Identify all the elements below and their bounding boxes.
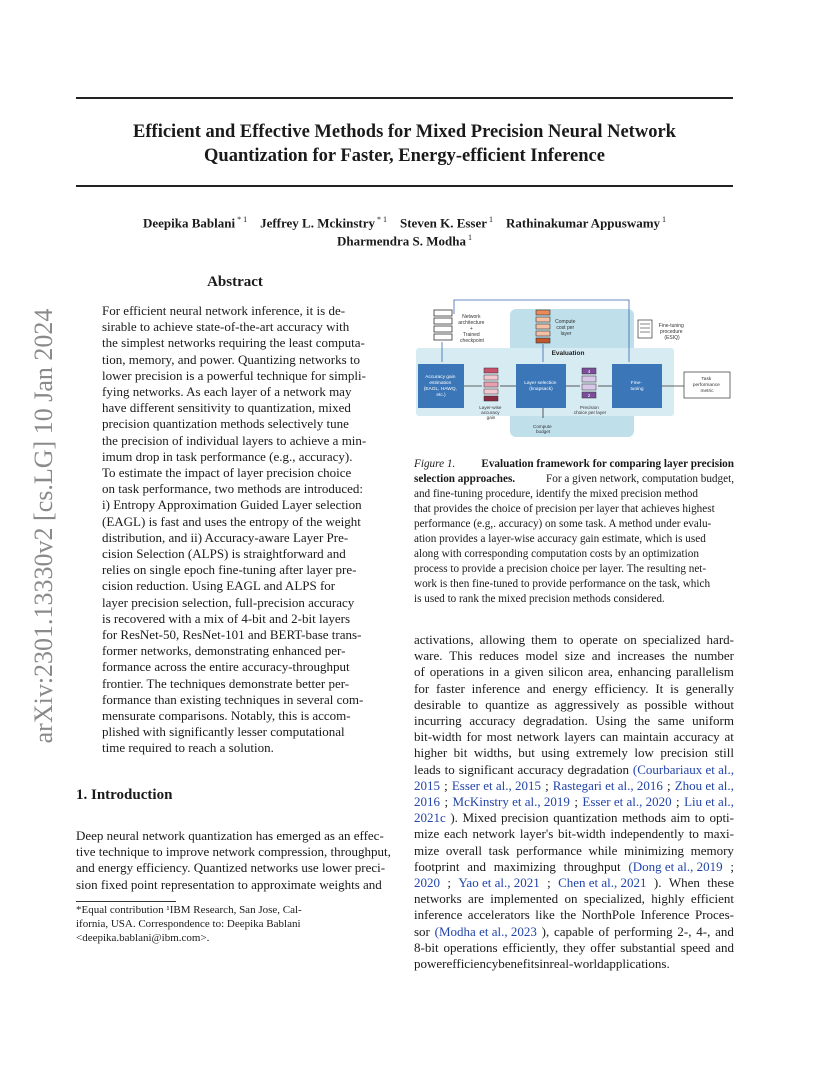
caption-line: along with corresponding computation costs by an optimization bbox=[414, 548, 699, 560]
body-line: 2021c ). Mixed precision quantization methods aim to opti- bbox=[414, 810, 734, 826]
body-line: footprint and maximizing throughput (Dong et al., 2019 ; bbox=[414, 858, 734, 874]
caption-line: is used to rank the mixed precision methods considered. bbox=[414, 593, 665, 605]
citation-link[interactable]: 2015 bbox=[414, 777, 440, 793]
abstract-line: To estimate the impact of layer precision choice bbox=[102, 465, 352, 481]
abstract-line: on task performance, two methods are introduced: bbox=[102, 481, 363, 497]
abstract-line: precision quantization methods selectively tune bbox=[102, 416, 349, 432]
right-column-text bbox=[414, 632, 734, 972]
abstract-line: frontier. The techniques demonstrate better per- bbox=[102, 675, 350, 691]
intro-line: sion fixed point representation to approximate weights and bbox=[76, 876, 382, 892]
abstract-line: imum drop in task performance (e.g., accuracy). bbox=[102, 448, 353, 464]
caption-line bbox=[414, 457, 734, 472]
abstract-line: the simplest networks requiring the least computa- bbox=[102, 335, 365, 351]
finetuning-block bbox=[612, 364, 662, 408]
citation-link[interactable]: McKinstry et al., 2019 bbox=[452, 794, 570, 810]
introduction-heading: 1. Introduction bbox=[76, 787, 173, 803]
title-line-2: Quantization for Faster, Energy-efficient Inference bbox=[204, 146, 605, 166]
network-arch-label: Network architecture + Trained checkpoint bbox=[458, 314, 485, 344]
abstract-line: tion, memory, and power. Quantizing networks to bbox=[102, 351, 361, 367]
svg-text:4: 4 bbox=[587, 369, 591, 374]
citation-link[interactable]: Chen et al., 2021 bbox=[558, 875, 647, 891]
top-rule bbox=[76, 97, 733, 99]
citation-link[interactable]: 2021c bbox=[414, 810, 446, 826]
abstract-line: distribution, and ii) Accuracy-aware Layer Pre- bbox=[102, 529, 349, 545]
evaluation-framework-figure bbox=[414, 292, 736, 442]
evaluation-label: Evaluation bbox=[551, 350, 585, 357]
citation-link[interactable]: Yao et al., 2021 bbox=[458, 875, 540, 891]
caption-line: performance (e.g,. accuracy) on some task. A method under evalu- bbox=[414, 518, 712, 530]
body-line: 8-bit operations efficiently, they offer substantial speed and bbox=[414, 939, 734, 955]
citation-link[interactable]: Liu et al., bbox=[684, 794, 734, 810]
layerwise-gain-icon bbox=[484, 368, 498, 401]
abstract-line: For efficient neural network inference, it is de- bbox=[102, 303, 346, 318]
abstract-line: time required to reach a solution. bbox=[102, 740, 274, 756]
citation-link[interactable]: (Dong et al., 2019 bbox=[628, 858, 723, 874]
accuracy-gain-label: Accuracy gain estimation (EAGL, HAWQ, etc.) bbox=[423, 375, 457, 398]
compute-cost-icon bbox=[536, 310, 550, 343]
finetuning-label: Fine- tuning bbox=[630, 381, 644, 392]
finetune-procedure-icon bbox=[638, 320, 652, 338]
abstract-line: lower precision is a powerful technique for simpli- bbox=[102, 367, 366, 383]
body-line: incurring accuracy degradation. Using the same uniform bbox=[414, 713, 734, 729]
caption-line: selection approaches. For a given network, computation budget, bbox=[414, 473, 734, 485]
abstract-line: cision reduction. Using EAGL and ALPS for bbox=[102, 578, 336, 594]
abstract-line: is recovered with a mix of 4-bit and 2-bit layers bbox=[102, 610, 351, 626]
author-name: Rathinakumar Appuswamy bbox=[506, 215, 661, 231]
body-line: 2016 ; McKinstry et al., 2019 ; Esser et al., 2020 ; Liu et al., bbox=[414, 794, 734, 810]
abstract-line: i) Entropy Approximation Guided Layer selection bbox=[102, 497, 362, 513]
citation-link[interactable]: (Courbariaux et al., bbox=[632, 761, 734, 777]
citation-link[interactable]: Rastegari et al., 2016 bbox=[552, 777, 663, 793]
title-bottom-rule bbox=[76, 185, 733, 187]
body-line: of operations in a given silicon area, enhancing parallelism bbox=[414, 664, 734, 680]
caption-line: work is then fine-tuned to provide performance on the task, which bbox=[414, 578, 711, 590]
footnote-line: *Equal contribution ¹IBM Research, San Jose, Cal- bbox=[76, 904, 302, 916]
body-line: bit-width for most network layers can maintain accuracy at bbox=[414, 729, 734, 745]
body-line: mize overall task performance while minimizing memory bbox=[414, 842, 734, 858]
citation-link[interactable]: (Modha et al., 2023 bbox=[434, 923, 537, 939]
caption-line: process to provide a precision choice per layer. The resulting net- bbox=[414, 563, 707, 575]
abstract-line: sirable to achieve state-of-the-art accuracy with bbox=[102, 319, 350, 335]
finetune-procedure-label: Fine-tuning procedure (ESIQ) bbox=[658, 323, 684, 341]
abstract-text bbox=[102, 303, 368, 757]
accuracy-gain-block bbox=[418, 364, 464, 408]
body-line: sor (Modha et al., 2023 ), capable of performing 2-, 4-, and bbox=[414, 923, 734, 939]
citation-link[interactable]: Esser et al., 2020 bbox=[582, 794, 672, 810]
intro-line: tive technique to improve network compression, throughput, bbox=[76, 844, 391, 860]
author-affiliation-mark: 1 bbox=[660, 215, 667, 224]
abstract-line: for ResNet-50, ResNet-101 and BERT-base trans- bbox=[102, 627, 362, 643]
abstract-line: the precision of individual layers to achieve a min- bbox=[102, 432, 367, 448]
layer-selection-block bbox=[516, 364, 566, 408]
body-line: mize each network layer's bit-width independently to maxi- bbox=[414, 826, 734, 842]
citation-link[interactable]: Zhou et al., bbox=[674, 777, 734, 793]
abstract-line: have different sensitivity to quantization, mixed bbox=[102, 400, 351, 416]
abstract-line: cision Selection (ALPS) is straightforward and bbox=[102, 546, 346, 562]
network-layers-icon bbox=[434, 310, 452, 340]
abstract-line: relies on single epoch fine-tuning after layer pre- bbox=[102, 562, 357, 578]
intro-line: and energy efficiency. Quantized networks use lower preci- bbox=[76, 860, 386, 876]
abstract-line: mensurate comparisons. Notably, this is accom- bbox=[102, 708, 351, 724]
abstract-line: layer precision selection, full-precision accuracy bbox=[102, 594, 355, 610]
footnote-line: <deepika.bablani@ibm.com>. bbox=[76, 932, 210, 944]
author-name: Deepika Bablani bbox=[142, 215, 236, 231]
author-name: Steven K. Esser bbox=[400, 215, 488, 231]
caption-title: Evaluation framework for comparing layer precision bbox=[481, 458, 734, 470]
abstract-line: formance than existing techniques in several com- bbox=[102, 691, 364, 707]
caption-line: that provides the choice of precision per layer that achieves highest bbox=[414, 503, 715, 515]
body-line: activations, allowing them to operate on specialized hard- bbox=[414, 632, 734, 647]
svg-text:2: 2 bbox=[587, 393, 591, 398]
compute-cost-label: Compute cost per layer bbox=[555, 319, 576, 337]
body-line: for faster inference and energy efficiency. It is generally bbox=[414, 680, 734, 696]
caption-title: selection approaches. bbox=[414, 473, 516, 485]
body-line: networks are implemented on specialized, highly efficient bbox=[414, 891, 734, 907]
figure-label: Figure 1. bbox=[414, 458, 456, 470]
footnote-line: ifornia, USA. Correspondence to: Deepika Bablani bbox=[76, 918, 301, 930]
layerwise-gain-label: Layer-wise accuracy gain bbox=[479, 405, 502, 420]
abstract-line: (EAGL) is fast and uses the entropy of the weight bbox=[102, 513, 361, 529]
body-line: 2020 ; Yao et al., 2021 ; Chen et al., 2021 ). When these bbox=[414, 875, 734, 891]
abstract-line: plished with significantly lesser computational bbox=[102, 724, 345, 740]
citation-link[interactable]: 2020 bbox=[414, 875, 440, 891]
body-line: 2015 ; Esser et al., 2015 ; Rastegari et al., 2016 ; Zhou et al., bbox=[414, 777, 734, 793]
abstract-line: formance across the entire accuracy-throughput bbox=[102, 659, 350, 675]
body-line: inference accelerators like the NorthPole Inference Proces- bbox=[414, 907, 734, 923]
author-affiliation-mark: * 1 bbox=[235, 215, 248, 224]
task-metric-label: Task performance metric bbox=[692, 377, 720, 394]
body-line: higher bit widths, but using extremely low precision still bbox=[414, 745, 734, 761]
body-line: power efficiency benefits in real-world applications. bbox=[414, 956, 670, 972]
citation-link[interactable]: Esser et al., 2015 bbox=[451, 777, 541, 793]
author-line-1 bbox=[76, 215, 733, 231]
intro-line: Deep neural network quantization has emerged as an effec- bbox=[76, 828, 384, 843]
author-affiliation-mark: * 1 bbox=[375, 215, 387, 224]
caption-line: ation provides a layer-wise accuracy gain estimate, which is used bbox=[414, 533, 706, 545]
introduction-text bbox=[76, 828, 391, 893]
precision-choice-label: Precision choice per layer bbox=[573, 405, 607, 415]
abstract-line: fying networks. As each layer of a network may bbox=[102, 384, 352, 400]
title-line-1: Efficient and Effective Methods for Mixed Precision Neural Network bbox=[133, 122, 676, 142]
footnote bbox=[76, 903, 391, 945]
author-affiliation-mark: 1 bbox=[487, 215, 494, 224]
arxiv-identifier: arXiv:2301.13330v2 [cs.LG] 10 Jan 2024 bbox=[29, 308, 58, 744]
abstract-line: former networks, demonstrating enhanced per- bbox=[102, 643, 346, 659]
author-name: Dharmendra S. Modha bbox=[337, 233, 466, 249]
paper-title bbox=[76, 120, 733, 168]
figure-caption bbox=[414, 457, 734, 607]
author-affiliation-mark: 1 bbox=[465, 233, 472, 242]
compute-budget-label: Compute budget bbox=[533, 424, 552, 434]
body-line: leads to significant accuracy degradation (Courbariaux et al., bbox=[414, 761, 734, 777]
author-line-2 bbox=[76, 233, 733, 249]
footnote-rule bbox=[76, 901, 176, 902]
citation-link[interactable]: 2016 bbox=[414, 794, 440, 810]
layer-selection-label: Layer selection (knapsack) bbox=[524, 381, 557, 392]
abstract-heading: Abstract bbox=[207, 274, 263, 290]
author-name: Jeffrey L. Mckinstry bbox=[260, 215, 375, 231]
caption-line: and fine-tuning procedure, identify the mixed precision method bbox=[414, 488, 698, 500]
body-line: ware. This reduces model size and increases the number bbox=[414, 648, 734, 664]
body-line: desirable to quantize as aggressively as possible without bbox=[414, 696, 734, 712]
